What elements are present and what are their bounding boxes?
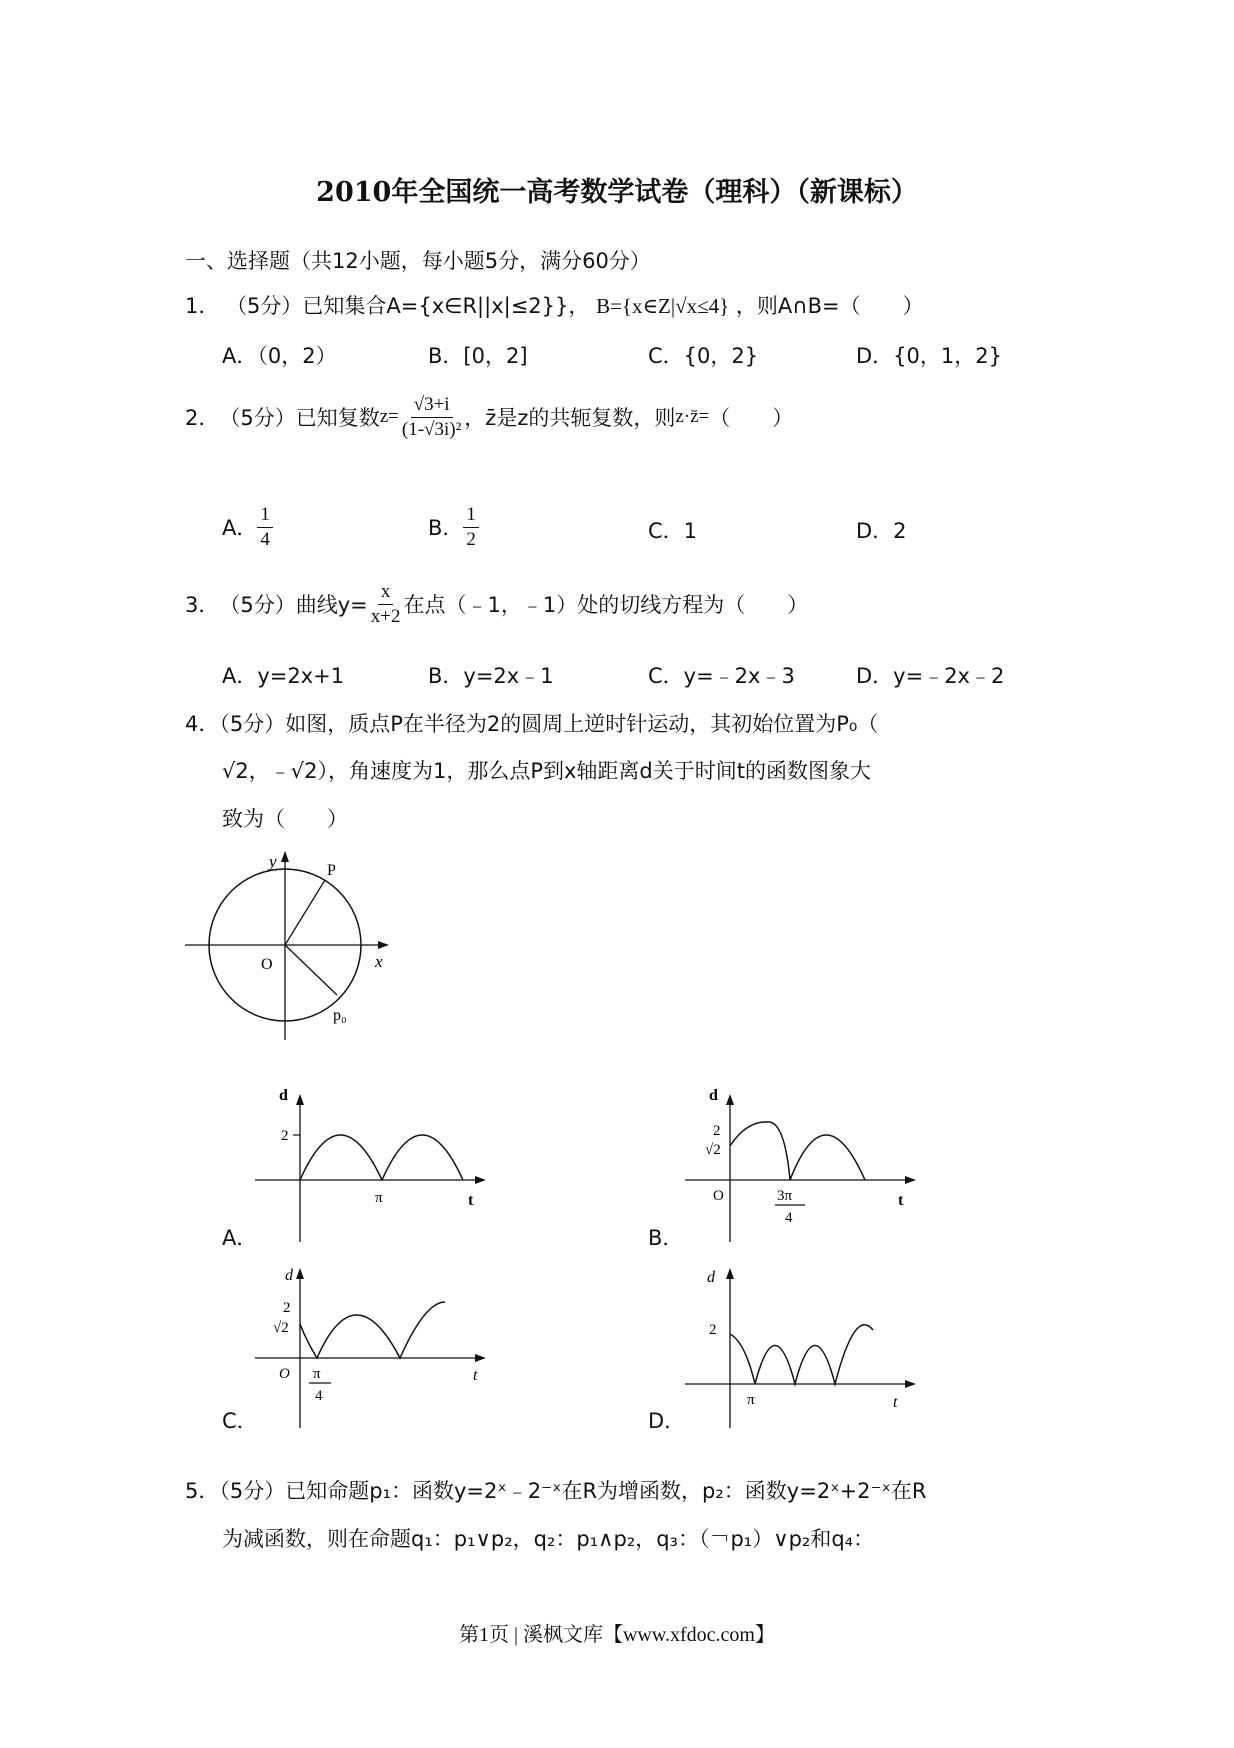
- q4-option-c: C．: [222, 1409, 258, 1433]
- fraction-denominator: (1-√3i)²: [401, 418, 462, 440]
- pi-label: π: [375, 1190, 383, 1206]
- d-label: d: [285, 1267, 293, 1284]
- q3-option-b: B．y=2x﹣1: [428, 664, 554, 688]
- question-1: [185, 290, 924, 320]
- d-label: d: [709, 1087, 718, 1104]
- q2-option-b: [428, 505, 479, 550]
- d-axis-arrow: [296, 1094, 304, 1105]
- origin-label: O: [713, 1188, 724, 1204]
- value-root2-label: √2: [273, 1320, 289, 1336]
- value-2-label: 2: [283, 1300, 291, 1316]
- question-3: [185, 582, 808, 627]
- four-label: 4: [785, 1210, 793, 1226]
- value-2-label: 2: [709, 1322, 717, 1338]
- t-label: t: [468, 1192, 474, 1209]
- curve-d: [730, 1325, 873, 1384]
- curve-c: [300, 1302, 445, 1358]
- page-footer: 第1页 | 溪枫文库【www.xfdoc.com】: [458, 1624, 775, 1646]
- y-axis-arrow: [281, 851, 289, 862]
- graph-b: [685, 1080, 925, 1245]
- d-label: d: [707, 1269, 715, 1286]
- question-text: ，则A∩B=（ ）: [735, 294, 924, 318]
- page-title: 2010年全国统一高考数学试卷（理科）（新课标）: [316, 177, 918, 208]
- option-fraction: [463, 505, 479, 550]
- q2-fraction: [399, 395, 464, 440]
- question-4: [185, 708, 878, 738]
- t-axis-arrow: [905, 1176, 916, 1184]
- q1-option-d: D．{0，1，2}: [856, 344, 1002, 368]
- z-lhs: z=: [379, 406, 399, 428]
- fraction-denominator: 4: [260, 528, 270, 550]
- radius-p: [285, 880, 325, 945]
- circle-figure: [185, 845, 405, 1045]
- q3-option-a: A．y=2x+1: [222, 664, 345, 688]
- option-fraction: [257, 505, 273, 550]
- pi-label: π: [313, 1366, 321, 1382]
- question-text: （5分）已知复数: [219, 406, 380, 431]
- question-number: 1．: [185, 294, 220, 318]
- fraction-numerator: 1: [257, 505, 273, 528]
- set-b-expression: B={x∈Z|√x≤4}: [596, 294, 730, 318]
- value-2-label: 2: [713, 1123, 721, 1139]
- question-text: （ ）: [709, 406, 794, 431]
- curve-b: [730, 1122, 865, 1180]
- x-label: x: [375, 952, 383, 971]
- option-label: A．: [222, 516, 258, 541]
- question-2: [185, 395, 793, 440]
- option-label: C．: [648, 519, 684, 543]
- question-number: 4．: [185, 712, 220, 736]
- q2-option-c: [648, 515, 697, 545]
- question-4-line3: 致为（ ）: [222, 807, 348, 831]
- option-value: 1: [683, 519, 698, 543]
- origin-label: O: [261, 956, 273, 973]
- question-number: 3．: [185, 593, 220, 618]
- fraction-numerator: √3+i: [411, 395, 453, 418]
- question-text: （5分）如图，质点P在半径为2的圆周上逆时针运动，其初始位置为P₀（: [219, 712, 879, 736]
- q1-option-b: B．[0，2]: [428, 344, 528, 368]
- radius-p0: [285, 945, 337, 995]
- question-text: ，z̄是z的共轭复数，则: [464, 406, 676, 431]
- question-text: 在点（﹣1，﹣1）处的切线方程为（ ）: [403, 593, 809, 618]
- d-axis-arrow: [296, 1268, 304, 1279]
- q3-option-c: C．y=﹣2x﹣3: [648, 664, 795, 688]
- question-text: （5分）已知集合A={x∈R||x|≤2}}，: [226, 294, 590, 318]
- t-axis-arrow: [475, 1354, 486, 1362]
- graph-d: [685, 1262, 925, 1432]
- origin-label: O: [279, 1366, 290, 1382]
- option-value: 2: [893, 519, 907, 543]
- question-number: 2．: [185, 406, 220, 431]
- section-header: 一、选择题（共12小题，每小题5分，满分60分）: [185, 249, 651, 273]
- q4-option-a: A．: [222, 1226, 258, 1250]
- question-text: （5分）曲线y=: [219, 593, 368, 618]
- d-axis-arrow: [726, 1094, 734, 1105]
- x-axis-arrow: [378, 941, 389, 949]
- graph-c: [255, 1262, 495, 1432]
- option-label: B．: [428, 516, 464, 541]
- question-4-line2: √2，﹣√2），角速度为1，那么点P到x轴距离d关于时间t的函数图象大: [222, 759, 871, 783]
- value-2-label: 2: [281, 1128, 289, 1144]
- y-label: y: [269, 852, 277, 871]
- d-axis-arrow: [726, 1268, 734, 1279]
- q3-fraction: [368, 582, 404, 627]
- fraction-denominator: x+2: [370, 605, 401, 627]
- q2-option-a: [222, 505, 273, 550]
- q2-option-d: [856, 515, 907, 545]
- graph-a: [255, 1080, 495, 1245]
- four-label: 4: [315, 1388, 323, 1404]
- question-5: [185, 1475, 926, 1505]
- q4-option-b: B．: [648, 1226, 684, 1250]
- fraction-denominator: 2: [466, 528, 476, 550]
- three-pi-label: 3π: [777, 1188, 793, 1204]
- t-label: t: [898, 1192, 904, 1209]
- t-label: t: [473, 1367, 478, 1384]
- question-number: 5．: [185, 1479, 220, 1503]
- question-5-line2: 为减函数，则在命题q₁：p₁∨p₂，q₂：p₁∧p₂，q₃：（￢p₁）∨p₂和q₄：: [222, 1527, 875, 1551]
- q1-option-a: A．（0，2）: [222, 344, 337, 368]
- curve-a: [300, 1135, 463, 1180]
- q3-option-d: D．y=﹣2x﹣2: [856, 664, 1005, 688]
- t-axis-arrow: [905, 1380, 916, 1388]
- question-text: （5分）已知命题p₁：函数y=2ˣ﹣2⁻ˣ在R为增函数，p₂：函数y=2ˣ+2⁻ˣ在R: [219, 1479, 927, 1503]
- fraction-numerator: 1: [463, 505, 479, 528]
- p-label: P: [327, 862, 336, 879]
- value-root2-label: √2: [705, 1142, 721, 1158]
- fraction-numerator: x: [378, 582, 394, 605]
- q4-option-d: D．: [648, 1409, 686, 1433]
- option-label: D．: [856, 519, 894, 543]
- pi-label: π: [747, 1392, 755, 1408]
- d-label: d: [279, 1087, 288, 1104]
- q1-option-c: C．{0，2}: [648, 344, 759, 368]
- p0-label: p₀: [333, 1007, 347, 1024]
- z-times-conjugate: z·z̄=: [675, 406, 710, 428]
- t-axis-arrow: [475, 1176, 486, 1184]
- t-label: t: [893, 1394, 898, 1411]
